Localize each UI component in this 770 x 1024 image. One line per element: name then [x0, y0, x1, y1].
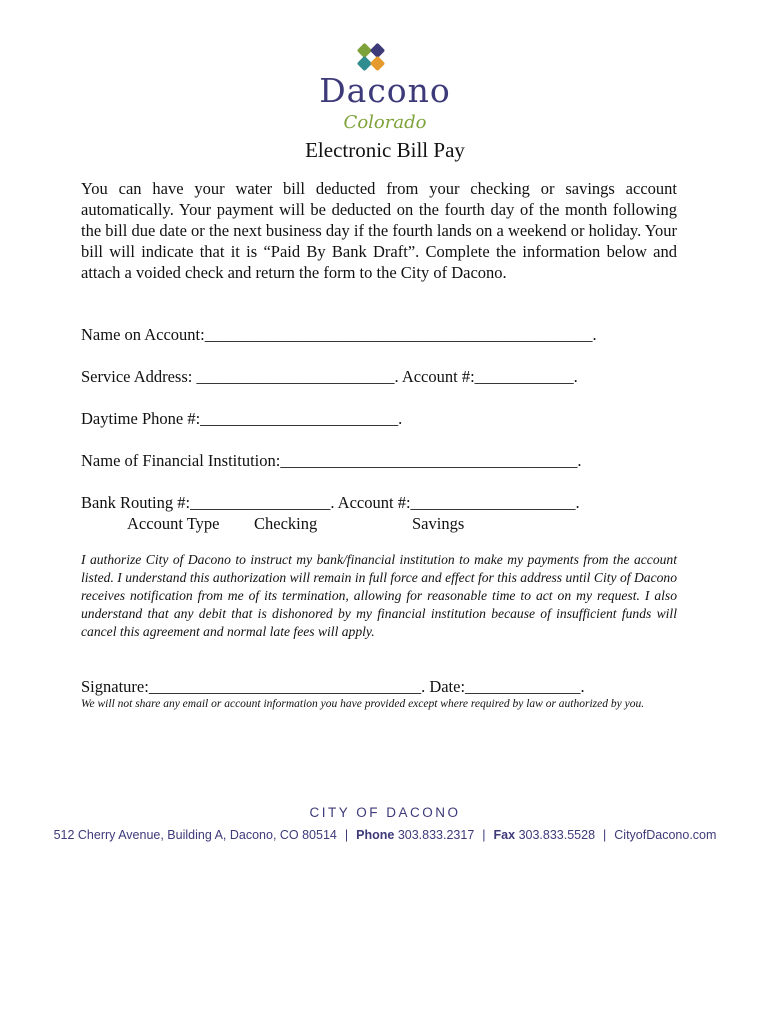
footer-divider: | — [344, 828, 349, 842]
footer-fax-label: Fax — [493, 828, 516, 842]
footer-divider: | — [603, 828, 607, 842]
logo-wordmark: Dacono — [319, 71, 451, 110]
daytime-phone-field[interactable]: Daytime Phone #:________________________. — [81, 409, 403, 428]
savings-option[interactable]: Savings — [412, 514, 465, 533]
bank-routing-field[interactable]: Bank Routing #:_________________. Account #:____________________. — [81, 493, 580, 512]
footer-city-name: CITY OF DACONO — [309, 805, 461, 820]
city-logo — [0, 42, 770, 137]
name-on-account-field[interactable]: Name on Account:_______________________________________________. — [81, 325, 597, 344]
logo-subtitle: Colorado — [343, 112, 427, 133]
financial-institution-field[interactable]: Name of Financial Institution:____________________________________. — [81, 451, 582, 470]
form-title: Electronic Bill Pay — [305, 138, 465, 162]
account-type-label: Account Type — [127, 514, 220, 533]
checking-option[interactable]: Checking — [254, 514, 318, 533]
footer-fax: 303.833.5528 — [518, 828, 596, 842]
footer-phone: 303.833.2317 — [397, 828, 475, 842]
signature-date-field[interactable]: Signature:_________________________________. Date:______________. — [81, 677, 585, 696]
footer-address: 512 Cherry Avenue, Building A, Dacono, CO 80514 — [53, 828, 337, 842]
footer-contact — [0, 826, 770, 844]
service-address-field[interactable]: Service Address: ________________________. Account #:____________. — [81, 367, 578, 386]
intro-paragraph: You can have your water bill deducted from your checking or savings account automatically. Your payment will be deducted on the fourth day of the month following the bill due date or the next business day if the fourth lands on a weekend or holiday. Your bill will indicate that it is “Paid By Bank Draft”. Complete the information below and attach a voided check and return the form to the City of Dacono. — [81, 179, 677, 282]
footer-divider: | — [482, 828, 486, 842]
footer-website-link[interactable]: CityofDacono.com — [614, 828, 717, 842]
authorization-statement: I authorize City of Dacono to instruct my bank/financial institution to make my payments from the account listed. I understand this authorization will remain in full force and effect for this address until City of Dacono receives notification from me of its termination, allowing for reasonable time to act on my request. I also understand that any debit that is dishonored by my financial institution because of insufficient funds will cancel this agreement and normal late fees will apply. — [81, 552, 677, 639]
footer-phone-label: Phone — [356, 828, 395, 842]
dacono-logo-mark — [356, 42, 386, 72]
privacy-note: We will not share any email or account information you have provided except where required by law or authorized by you. — [81, 698, 645, 710]
